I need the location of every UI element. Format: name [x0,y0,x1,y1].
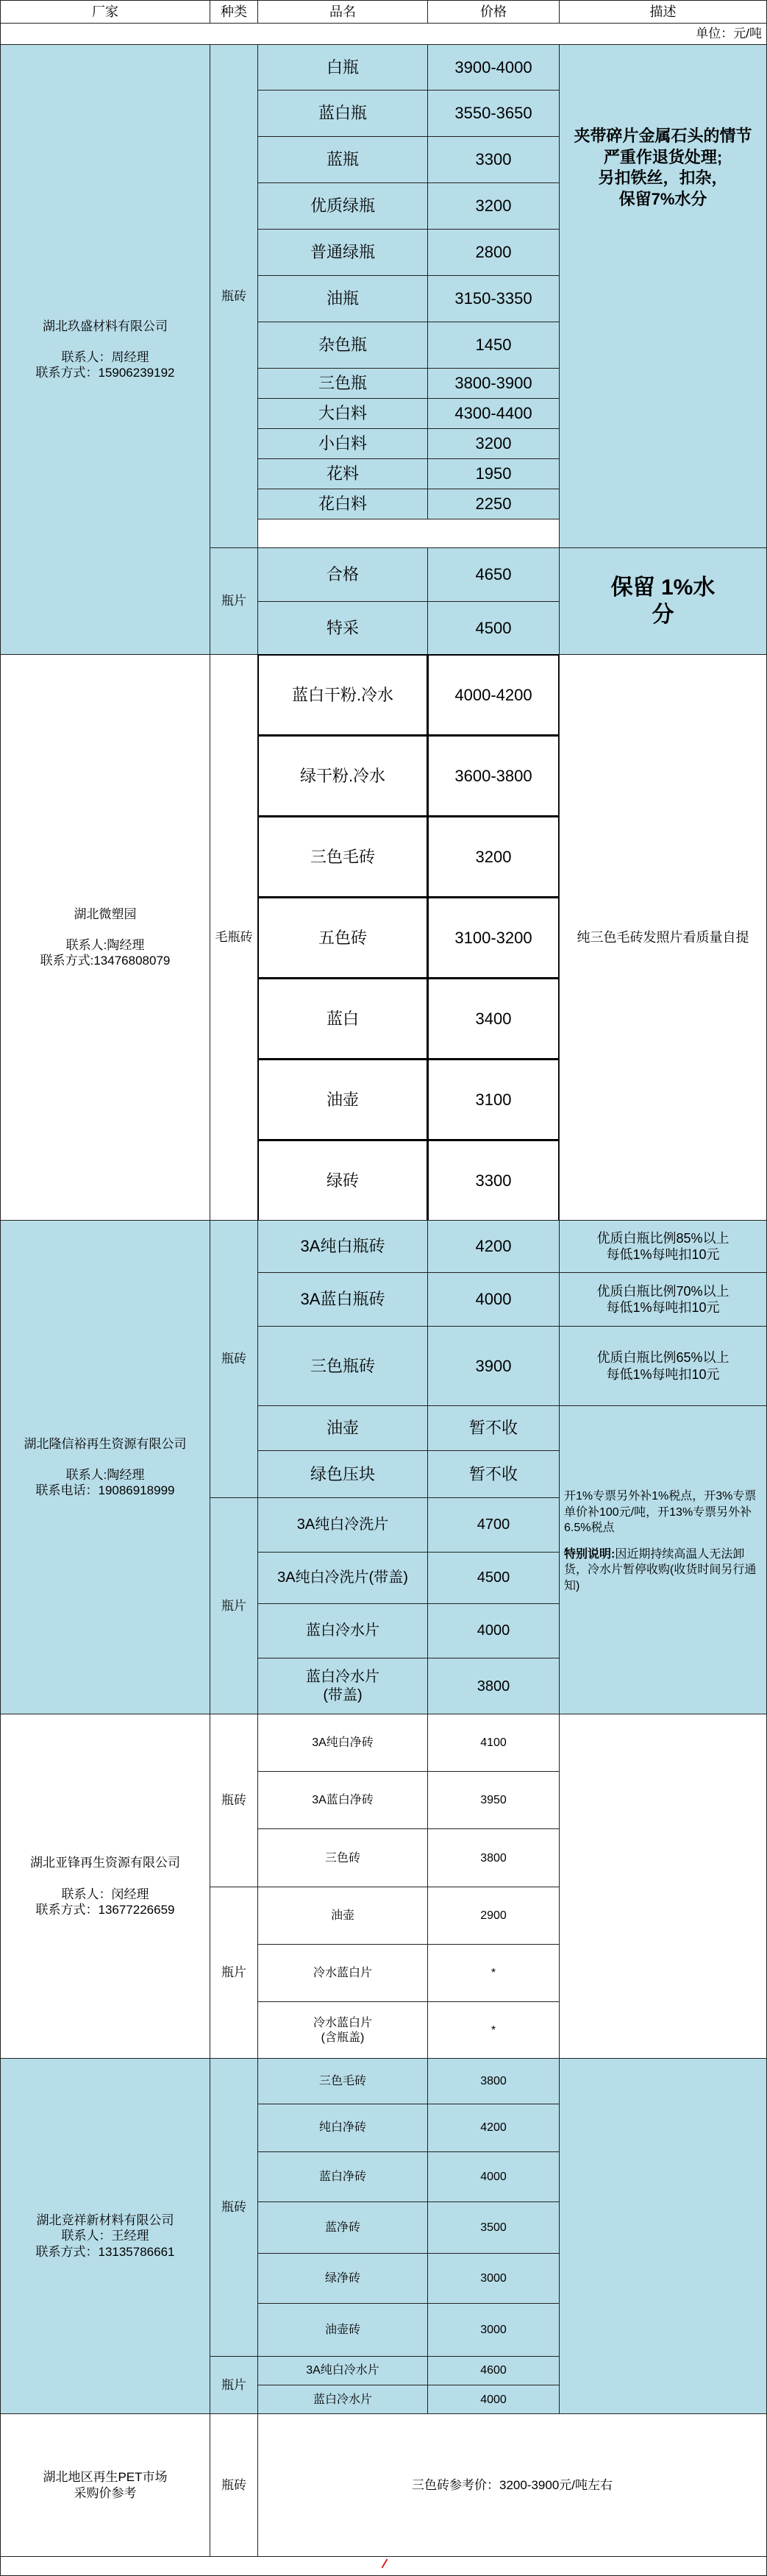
type-cell-brick-3: 瓶砖 [210,1220,258,1498]
product-name-cell: 绿干粉.冷水 [257,735,428,817]
desc-cell-3-c: 优质白瓶比例65%以上 每低1%每吨扣10元 [559,1326,767,1406]
price-cell: 2800 [427,229,560,276]
desc-cell-flakes: 保留 1%水 分 [559,547,767,655]
price-cell: 3200 [427,428,560,459]
price-cell: 3900-4000 [427,44,560,91]
price-cell: * [427,2001,560,2059]
desc-cell-2: 纯三色毛砖发照片看质量自提 [559,654,767,1221]
price-cell: 3800 [427,1828,560,1888]
product-name-cell: 绿砖 [257,1140,428,1221]
price-cell: 3600-3800 [427,735,560,817]
product-name-cell: 花白料 [257,489,428,519]
price-cell: 3100 [427,1059,560,1140]
product-name-cell: 3A纯白冷洗片 [257,1497,428,1553]
price-cell: 4000-4200 [427,654,560,736]
desc-cell-3-b: 优质白瓶比例70%以上 每低1%每吨扣10元 [559,1272,767,1327]
product-name-cell: 绿色压块 [257,1450,428,1499]
type-cell-flake-3: 瓶片 [210,1497,258,1714]
product-name-cell: 蓝白冷水片 [257,1603,428,1658]
price-cell: 1950 [427,458,560,489]
product-name-cell: 三色瓶 [257,368,428,399]
vendor-cell-1: 湖北玖盛材料有限公司 联系人：周经理 联系方式：15906239192 [0,44,210,655]
product-name-cell: 油壶 [257,1887,428,1945]
special-note-label: 特别说明: [564,1547,616,1561]
price-cell: 3800-3900 [427,368,560,399]
price-cell: 4600 [427,2356,560,2385]
product-name-cell: 小白料 [257,428,428,459]
product-name-cell: 油瓶 [257,275,428,322]
product-name-cell: 三色毛砖 [257,816,428,898]
header-product: 品名 [257,0,428,24]
vendor-cell-5: 湖北竞祥新材料有限公司 联系人：王经理 联系方式：13135786661 [0,2058,210,2414]
reference-price-summary: 三色砖参考价：3200-3900元/吨左右 [257,2413,767,2557]
price-cell: 4000 [427,2151,560,2202]
product-name-cell: 花料 [257,458,428,489]
product-name-cell: 三色毛砖 [257,2058,428,2104]
product-name-cell: 蓝白干粉.冷水 [257,654,428,736]
header-type: 种类 [210,0,258,24]
product-name-cell: 3A纯白冷水片 [257,2356,428,2385]
price-cell: 3000 [427,2303,560,2357]
header-price: 价格 [427,0,560,24]
product-name-cell: 蓝白瓶 [257,90,428,137]
price-cell: 4000 [427,1603,560,1658]
product-name-cell: 3A纯白瓶砖 [257,1220,428,1273]
product-name-cell: 3A纯白冷洗片(带盖) [257,1552,428,1604]
product-name-cell: 蓝瓶 [257,136,428,183]
price-cell: 4000 [427,1272,560,1327]
price-cell: 4500 [427,601,560,656]
tax-note: 开1%专票另外补1%税点，开3%专票单价补100元/吨，开13%专票另外补6.5%税点 [564,1490,757,1535]
product-name-cell: 油壶 [257,1405,428,1451]
price-cell: 3900 [427,1326,560,1406]
vendor-cell-4: 湖北亚锋再生资源有限公司 联系人：闵经理 联系方式：13677226659 [0,1714,210,2059]
type-cell-raw-brick: 毛瓶砖 [210,654,258,1221]
product-name-cell: 蓝净砖 [257,2201,428,2254]
price-cell: 3950 [427,1771,560,1829]
price-cell: 1450 [427,322,560,369]
price-cell: 4000 [427,2385,560,2415]
price-cell: 3300 [427,1140,560,1221]
price-cell: 2250 [427,489,560,519]
product-name-cell: 合格 [257,547,428,602]
desc-cell-bricks: 夹带碎片金属石头的情节 严重作退货处理; 另扣铁丝，扣杂， 保留7%水分 [559,44,767,548]
price-cell: 4650 [427,547,560,602]
price-cell: 暂不收 [427,1450,560,1499]
price-cell: 4500 [427,1552,560,1604]
vendor-cell-3: 湖北隆信裕再生资源有限公司 联系人:陶经理 联系电话：19086918999 [0,1220,210,1714]
product-name-cell: 白瓶 [257,44,428,91]
product-name-cell: 三色砖 [257,1828,428,1888]
type-cell-6: 瓶砖 [210,2413,258,2557]
price-cell: 3800 [427,1658,560,1715]
vendor-cell-6: 湖北地区再生PET市场 采购价参考 [0,2413,210,2557]
type-cell-flake-5: 瓶片 [210,2356,258,2414]
price-cell: 4300-4400 [427,398,560,429]
type-cell-flake: 瓶片 [210,547,258,655]
price-cell: 4700 [427,1497,560,1553]
product-name-cell: 大白料 [257,398,428,429]
product-name-cell: 3A纯白净砖 [257,1714,428,1772]
price-cell: * [427,1944,560,2002]
product-name-cell: 3A蓝白净砖 [257,1771,428,1829]
desc-cell-4 [559,1714,767,2059]
price-cell: 4200 [427,1220,560,1273]
vendor-cell-2: 湖北微塑园 联系人:陶经理 联系方式:13476808079 [0,654,210,1221]
product-name-cell: 蓝白 [257,978,428,1060]
product-name-cell: 油壶 [257,1059,428,1140]
product-name-cell: 纯白净砖 [257,2104,428,2152]
product-name-cell: 普通绿瓶 [257,229,428,276]
product-name-cell: 冷水蓝白片 [257,1944,428,2002]
product-name-cell: 三色瓶砖 [257,1326,428,1406]
price-cell: 2900 [427,1887,560,1945]
price-cell: 3200 [427,816,560,898]
header-vendor: 厂家 [0,0,210,24]
type-cell-brick-5: 瓶砖 [210,2058,258,2357]
price-cell: 3100-3200 [427,897,560,979]
product-name-cell: 蓝白净砖 [257,2151,428,2202]
product-name-cell: 特采 [257,601,428,656]
type-cell-brick-4: 瓶砖 [210,1714,258,1887]
product-name-cell: 五色砖 [257,897,428,979]
desc-cell-5 [559,2058,767,2414]
desc-cell-3-a: 优质白瓶比例85%以上 每低1%每吨扣10元 [559,1220,767,1273]
price-cell: 3500 [427,2201,560,2254]
price-cell: 3300 [427,136,560,183]
price-cell: 3150-3350 [427,275,560,322]
price-cell: 暂不收 [427,1405,560,1451]
price-cell: 4200 [427,2104,560,2152]
price-cell: 3400 [427,978,560,1060]
type-cell-bottle-brick: 瓶砖 [210,44,258,548]
product-name-cell: 冷水蓝白片 (含瓶盖) [257,2001,428,2059]
price-cell: 4100 [427,1714,560,1772]
product-name-cell: 蓝白冷水片 (带盖) [257,1658,428,1715]
desc-cell-3-note [559,1405,767,1714]
product-name-cell: 优质绿瓶 [257,182,428,230]
price-cell: 3200 [427,182,560,230]
product-name-cell: 蓝白冷水片 [257,2385,428,2415]
unit-note: 单位：元/吨 [0,23,767,45]
price-cell: 3550-3650 [427,90,560,137]
price-cell: 3000 [427,2253,560,2304]
header-desc: 描述 [559,0,767,24]
type-cell-flake-4: 瓶片 [210,1887,258,2059]
product-name-cell: 杂色瓶 [257,322,428,369]
price-cell: 3800 [427,2058,560,2104]
product-name-cell: 绿净砖 [257,2253,428,2304]
product-name-cell: 3A蓝白瓶砖 [257,1272,428,1327]
special-note-text: 因近期持续高温人无法卸货，冷水片暂停收购(收货时间另行通知) [564,1547,757,1592]
product-name-cell: 油壶砖 [257,2303,428,2357]
